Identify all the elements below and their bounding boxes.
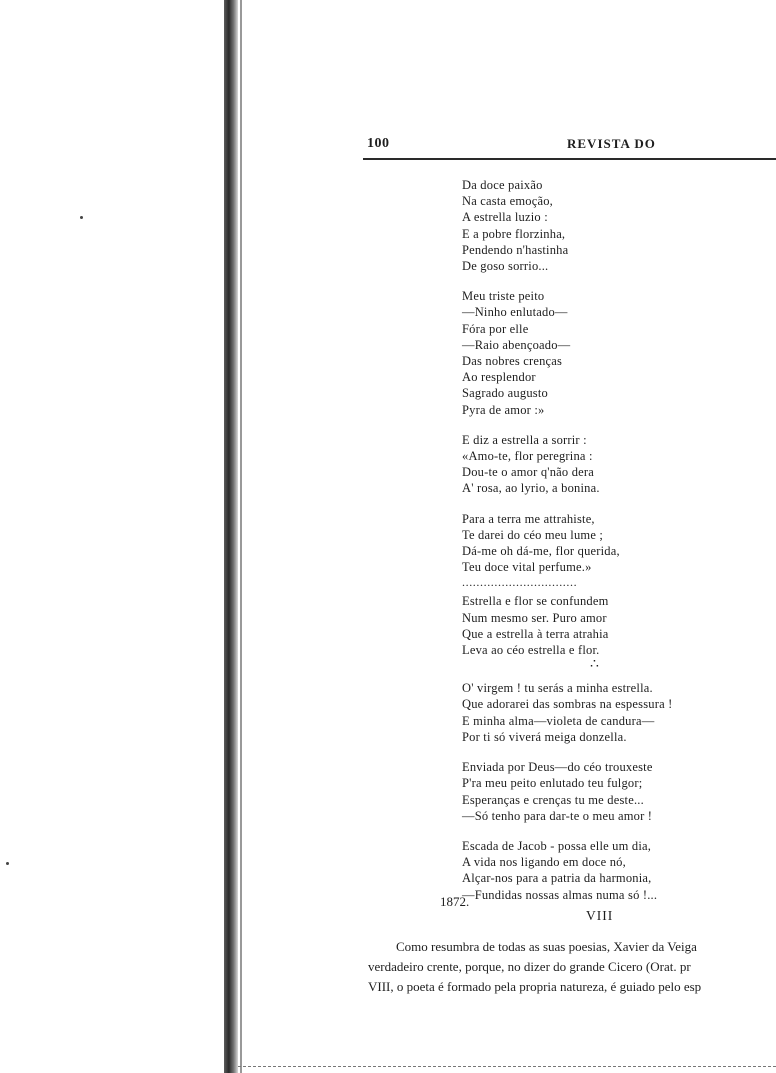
stanza xyxy=(462,759,762,824)
poem-line: Teu doce vital perfume.» xyxy=(462,560,592,575)
poem-line: O' virgem ! tu serás a minha estrella. xyxy=(462,681,653,696)
poem-line: Pendendo n'hastinha xyxy=(462,242,569,257)
poem-line: Dá-me oh dá-me, flor querida, xyxy=(462,544,620,559)
poem-line: —Só tenho para dar-te o meu amor ! xyxy=(462,808,653,823)
prose-line: VIII, o poeta é formado pela propria natureza, é guiado pelo esp xyxy=(368,979,702,994)
stanza xyxy=(462,593,762,658)
poem-line: Enviada por Deus—do céo trouxeste xyxy=(462,760,653,775)
page-bottom-edge xyxy=(238,1066,776,1067)
poem-line: Num mesmo ser. Puro amor xyxy=(462,610,607,625)
book-gutter-shadow xyxy=(224,0,238,1073)
stanza xyxy=(462,511,762,576)
poem-line: Por ti só viverá meiga donzella. xyxy=(462,729,627,744)
poem-line: Te darei do céo meu lume ; xyxy=(462,527,604,542)
poem-line: Alçar-nos para a patria da harmonia, xyxy=(462,871,652,886)
stanza xyxy=(462,680,762,745)
poem-line: Pyra de amor :» xyxy=(462,402,545,417)
poem-line: Que a estrella à terra atrahia xyxy=(462,626,609,641)
running-title: REVISTA DO xyxy=(567,136,656,151)
stanza xyxy=(462,288,762,418)
stanza-mark: ∴ xyxy=(590,656,599,672)
poem-date: 1872. xyxy=(440,894,470,909)
left-blank-page xyxy=(0,0,228,1073)
poem-line: A vida nos ligando em doce nó, xyxy=(462,855,626,870)
poem-line: —Raio abençoado— xyxy=(462,337,571,352)
header-rule xyxy=(363,158,776,160)
section-number: VIII xyxy=(586,908,614,923)
poem-line: Escada de Jacob - possa elle um dia, xyxy=(462,838,652,853)
page-number: 100 xyxy=(367,136,390,151)
poem-line: De goso sorrio... xyxy=(462,259,549,274)
poem-line: Leva ao céo estrella e flor. xyxy=(462,643,600,658)
poem-line: E diz a estrella a sorrir : xyxy=(462,432,587,447)
stanza xyxy=(462,432,762,497)
poem-line: Dou-te o amor q'não dera xyxy=(462,465,595,480)
poem-line: Para a terra me attrahiste, xyxy=(462,511,595,526)
poem-line: E a pobre florzinha, xyxy=(462,226,566,241)
prose-line: Como resumbra de todas as suas poesias, Xavier da Veiga xyxy=(396,939,697,954)
gutter-line xyxy=(240,0,242,1073)
prose-paragraph xyxy=(368,937,776,997)
running-head xyxy=(367,136,776,156)
poem-line: P'ra meu peito enlutado teu fulgor; xyxy=(462,776,643,791)
poem-line: —Ninho enlutado— xyxy=(462,305,568,320)
poem-line: Estrella e flor se confundem xyxy=(462,594,609,609)
stanza xyxy=(462,177,762,274)
poem-line: Esperanças e crenças tu me deste... xyxy=(462,792,644,807)
prose-line: verdadeiro crente, porque, no dizer do grande Cicero (Orat. pr xyxy=(368,959,691,974)
poem-line: Das nobres crenças xyxy=(462,354,563,369)
poem xyxy=(462,177,762,917)
poem-line: Fóra por elle xyxy=(462,321,529,336)
scan-speck xyxy=(80,216,83,219)
poem-line: «Amo-te, flor peregrina : xyxy=(462,449,593,464)
document-page xyxy=(250,0,776,1073)
poem-line: Que adorarei das sombras na espessura ! xyxy=(462,697,673,712)
poem-line: Na casta emoção, xyxy=(462,194,553,209)
scan-speck xyxy=(6,862,9,865)
poem-line: Meu triste peito xyxy=(462,289,545,304)
poem-line: Sagrado augusto xyxy=(462,386,548,401)
poem-line: —Fundidas nossas almas numa só !... xyxy=(462,887,658,902)
stanza xyxy=(462,838,762,903)
poem-line: E minha alma—violeta de candura— xyxy=(462,713,655,728)
poem-line: Ao resplendor xyxy=(462,370,536,385)
dotted-separator: ................................ xyxy=(462,575,578,590)
poem-line: A estrella luzio : xyxy=(462,210,548,225)
poem-line: Da doce paixão xyxy=(462,178,543,192)
poem-line: A' rosa, ao lyrio, a bonina. xyxy=(462,481,600,496)
